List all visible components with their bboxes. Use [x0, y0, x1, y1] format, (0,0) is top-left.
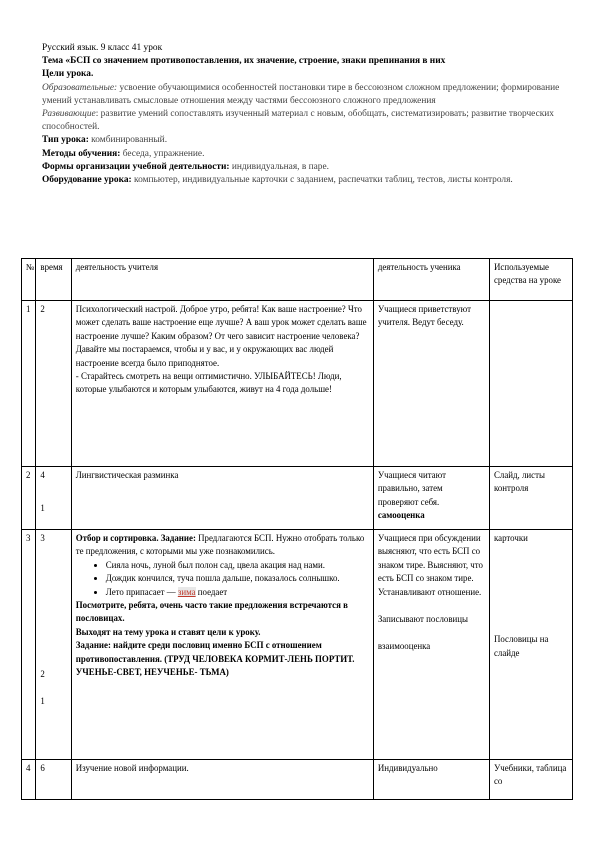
teacher-activity: Отбор и сортировка. Задание: Предлагаются БСП. Нужно отобрать только те предложения, с которыми мы уже познакомились. • Сияла ночь, луной был полон сад, цвела акация над нами. • Дождик кончился, туча пошла дальше, показалось солнышко. • Лето припасает — зима поедает Посмотрите, ребята, очень часто такие предложения встречаются в пословицах. Выходят на тему урока и ставят цели к уроку. Задание: найдите среди пословиц именно БСП с отношением противопоставления. (ТРУД ЧЕЛОВЕКА КОРМИТ-ЛЕНЬ ПОРТИТ. УЧЕНЬЕ-СВЕТ, НЕУЧЕНЬЕ- ТЬМА) [71, 530, 373, 760]
subject-line: Русский язык. 9 класс 41 урок [42, 43, 163, 53]
header-student-activity: деятельность ученика [373, 259, 489, 301]
list-item: • Лето припасает — зима поедает [106, 586, 369, 599]
means-cell: Учебники, таблица со [489, 760, 572, 800]
header-time: время [36, 259, 71, 301]
educational-goals: Образовательные: усвоение обучающимися особенностей постановки тире в бессоюзном сложном предложении; формирование умений устанавливать смысловые отношения между частями бессоюзного сложного предложения [42, 82, 560, 106]
student-activity: Учащиеся приветствуют учителя. Ведут беседу. [373, 301, 489, 467]
teacher-activity: Изучение новой информации. [71, 760, 373, 800]
word-link[interactable]: зима [177, 586, 196, 597]
developing-goals: Развивающие: развитие умений сопоставлять изученный материал с новым, обобщать, систематизировать; развитие творческих способностей. [42, 109, 554, 133]
goals-title: Цели урока. [42, 69, 94, 80]
list-item: • Дождик кончился, туча пошла дальше, показалось солнышко. [106, 572, 369, 585]
teacher-activity: Лингвистическая разминка [71, 467, 373, 530]
table-row [22, 530, 573, 760]
organization-forms: Формы организации учебной деятельности: индивидуальная, в паре. [42, 161, 329, 172]
table-header-row [22, 259, 573, 301]
teacher-activity: Психологический настрой. Доброе утро, ребята! Как ваше настроение? Что может сделать ваше настроение еще лучше? А ваш урок может сделать ваше настроение лучше? Каким образом? От чего зависит настроение человека? Давайте мы постараемся, чтобы и у вас, и у окружающих вас людей настроение всегда было приподнятое. - Старайтесь смотреть на вещи оптимистично. УЛЫБАЙТЕСЬ! Люди, которые улыбаются и которым улыбаются, живут на 4 года дольше! [71, 301, 373, 467]
row-number: 1 [22, 301, 36, 467]
row-time: 2 [36, 301, 71, 467]
header-number: № [22, 259, 36, 301]
table-row [22, 467, 573, 530]
row-number: 3 [22, 530, 36, 760]
header-means: Используемые средства на уроке [489, 259, 572, 301]
student-activity: Учащиеся при обсуждении выясняют, что есть БСП со знаком тире. Выясняют, что есть БСП со знаком тире. Устанавливают отношение. Записывают пословицы взаимооценка [373, 530, 489, 760]
row-time: 4 1 [36, 467, 71, 530]
table-row [22, 301, 573, 467]
row-time: 6 [36, 760, 71, 800]
lesson-header [42, 42, 572, 187]
list-item: • Сияла ночь, луной был полон сад, цвела акация над нами. [106, 559, 369, 572]
means-cell: карточки Пословицы на слайде [489, 530, 572, 760]
means-cell: Слайд, листы контроля [489, 467, 572, 530]
topic-line: Тема «БСП со значением противопоставления, их значение, строение, знаки препинания в них [42, 56, 446, 67]
lesson-equipment: Оборудование урока: компьютер, индивидуальные карточки с заданием, распечатки таблиц, тестов, листы контроля. [42, 175, 513, 186]
row-number: 4 [22, 760, 36, 800]
teaching-methods: Методы обучения: беседа, упражнение. [42, 148, 205, 159]
means-cell [489, 301, 572, 467]
table-row [22, 760, 573, 800]
student-activity: Учащиеся читают правильно, затем проверяют себя. самооценка [373, 467, 489, 530]
student-activity: Индивидуально [373, 760, 489, 800]
row-number: 2 [22, 467, 36, 530]
lesson-plan-table [21, 258, 573, 800]
example-list [76, 559, 369, 599]
row-time: 3 2 1 [36, 530, 71, 760]
header-teacher-activity: деятельность учителя [71, 259, 373, 301]
lesson-type: Тип урока: комбинированный. [42, 135, 168, 146]
